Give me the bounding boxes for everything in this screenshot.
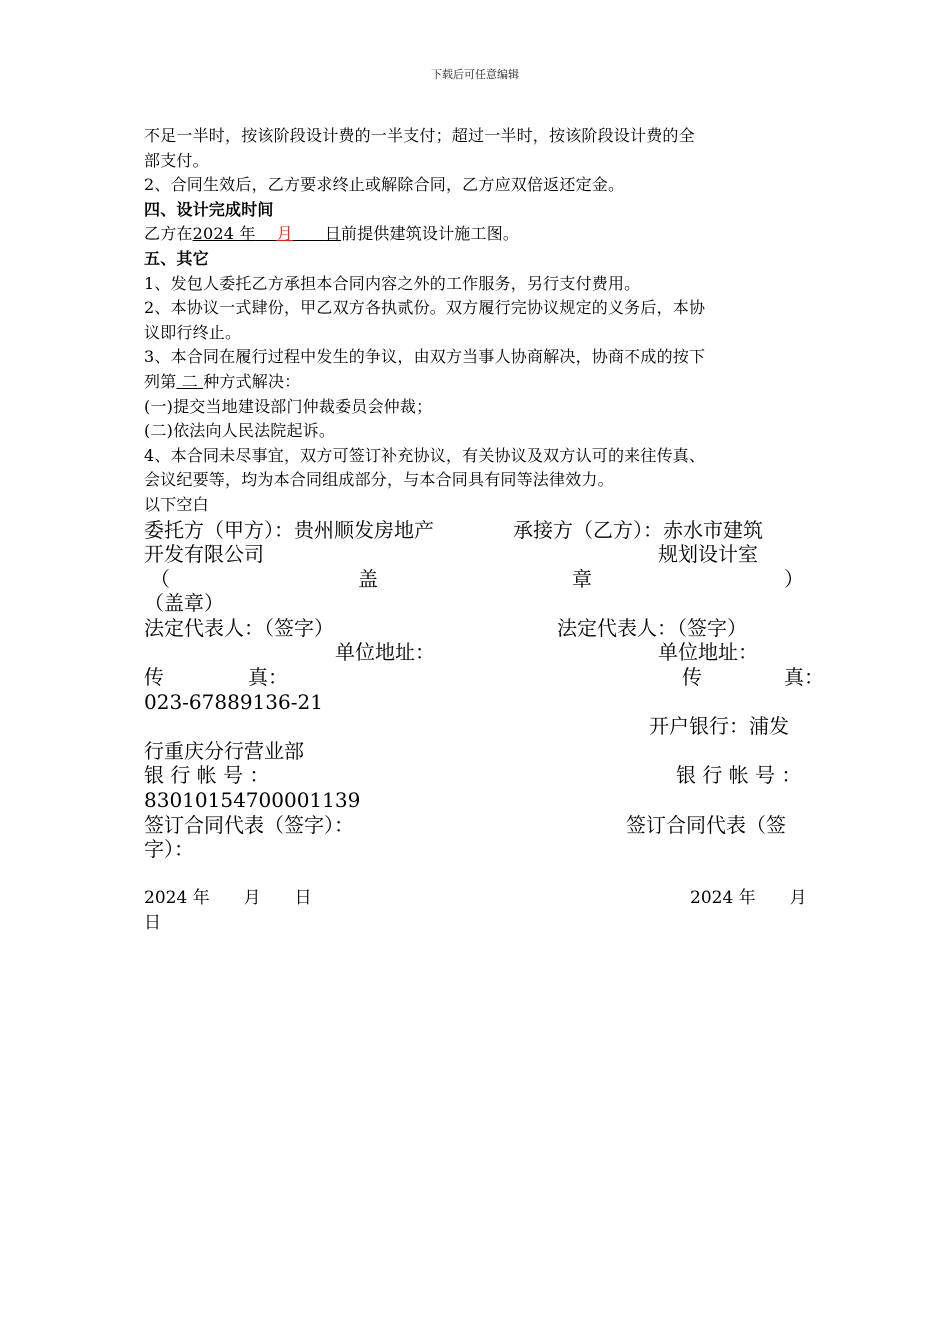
clause-3-prefix: 列第 (144, 371, 177, 391)
account-number: 83010154700001139 (144, 788, 361, 813)
seal-char-zhang: 章 (572, 566, 592, 591)
page-header: 下载后可任意编辑 (431, 68, 519, 81)
seal-char-gai: 盖 (358, 566, 378, 591)
dispute-option-1: (一)提交当地建设部门仲裁委员会仲裁； (144, 396, 433, 416)
paragraph-line: 不足一半时，按该阶段设计费的一半支付；超过一半时，按该阶段设计费的全 (144, 126, 695, 145)
seal-open-paren: （ (150, 566, 170, 591)
clause-4-line1: 4、本合同未尽事宜，双方可签订补充协议，有关协议及双方认可的来往传真、 (144, 445, 706, 465)
signature-party-row (144, 518, 808, 543)
clause-3-line1: 3、本合同在履行过程中发生的争议，由双方当事人协商解决，协商不成的按下 (144, 347, 706, 367)
party-a-label: 委托方（甲方）：贵州顺发房地产 (144, 517, 434, 542)
address-b: 单位地址： (658, 640, 758, 665)
fax-number: 023-67889136-21 (144, 689, 323, 714)
account-row (144, 763, 808, 788)
blank-note: 以下空白 (144, 494, 209, 514)
paragraph-line: 部支付。 (144, 150, 209, 170)
party-b-name-cont: 规划设计室 (658, 542, 758, 567)
legal-rep-b: 法定代表人：（签字） (557, 615, 747, 640)
date-row (144, 886, 808, 911)
dispute-option-2: (二)依法向人民法院起诉。 (144, 421, 336, 441)
account-a-label: 银 行 帐 号 ： (144, 763, 270, 788)
party-b-label: 承接方（乙方）：赤水市建筑 (513, 517, 763, 542)
signer-b-label-cont: 字）： (144, 837, 194, 862)
seal-row-a (144, 567, 808, 592)
completion-year: 2024 年 (192, 224, 256, 244)
seal-b-label: （盖章） (144, 591, 224, 616)
completion-month: 月 (276, 224, 293, 244)
signer-b-label: 签订合同代表（签 (626, 812, 786, 837)
fax-number-row (144, 690, 808, 715)
seal-close-paren: ） (784, 566, 804, 591)
bank-name-cont: 行重庆分行营业部 (144, 738, 304, 763)
legal-rep-a: 法定代表人：（签字） (144, 615, 334, 640)
account-b-label: 银 行 帐 号 ： (676, 763, 802, 788)
seal-row-b (144, 591, 808, 616)
fax-b-char-zhen: 真： (784, 665, 824, 690)
date-row-2 (144, 911, 808, 936)
signer-a-label: 签订合同代表（签字）： (144, 812, 354, 837)
signer-row-2 (144, 837, 808, 862)
fax-b-char-chuan: 传 (682, 665, 702, 690)
bank-row-2 (144, 739, 808, 764)
paragraph-completion-date (144, 222, 808, 247)
clause-3-option-number: 二 (181, 371, 198, 391)
bank-row (144, 714, 808, 739)
signature-party-row-2 (144, 542, 808, 567)
fax-a-char-chuan: 传 (144, 665, 164, 690)
clause-2-line1: 2、本协议一式肆份，甲乙双方各执贰份。双方履行完协议规定的义务后，本协 (144, 298, 706, 318)
date-a: 2024 年 月 日 (144, 888, 312, 909)
address-a: 单位地址： (335, 640, 435, 665)
fax-row (144, 665, 824, 690)
completion-suffix: 前提供建筑设计施工图。 (340, 224, 520, 244)
date-b: 2024 年 月 (690, 888, 807, 909)
legal-rep-row (144, 616, 808, 641)
party-a-name-cont: 开发有限公司 (144, 542, 264, 567)
clause-1: 1、发包人委托乙方承担本合同内容之外的工作服务，另行支付费用。 (144, 273, 641, 293)
completion-prefix: 乙方在 (144, 224, 193, 244)
account-number-row (144, 788, 808, 813)
spacer-row (144, 862, 808, 887)
clause-4-line2: 会议纪要等，均为本合同组成部分，与本合同具有同等法律效力。 (144, 470, 614, 490)
signer-row (144, 813, 808, 838)
address-row (144, 640, 808, 665)
completion-day: 日 (324, 224, 341, 244)
clause-3-suffix: 种方式解决： (203, 371, 301, 391)
bank-label: 开户银行：浦发 (649, 714, 789, 739)
fax-a-char-zhen: 真： (248, 665, 288, 690)
clause-2-line2: 议即行终止。 (144, 322, 242, 342)
date-b-day: 日 (144, 913, 161, 933)
section-heading-other: 五、其它 (144, 248, 209, 268)
paragraph-termination: 2、合同生效后，乙方要求终止或解除合同，乙方应双倍返还定金。 (144, 175, 625, 195)
clause-3-line2 (144, 370, 808, 395)
document-body (144, 124, 824, 936)
section-heading-completion-time: 四、设计完成时间 (144, 199, 274, 219)
